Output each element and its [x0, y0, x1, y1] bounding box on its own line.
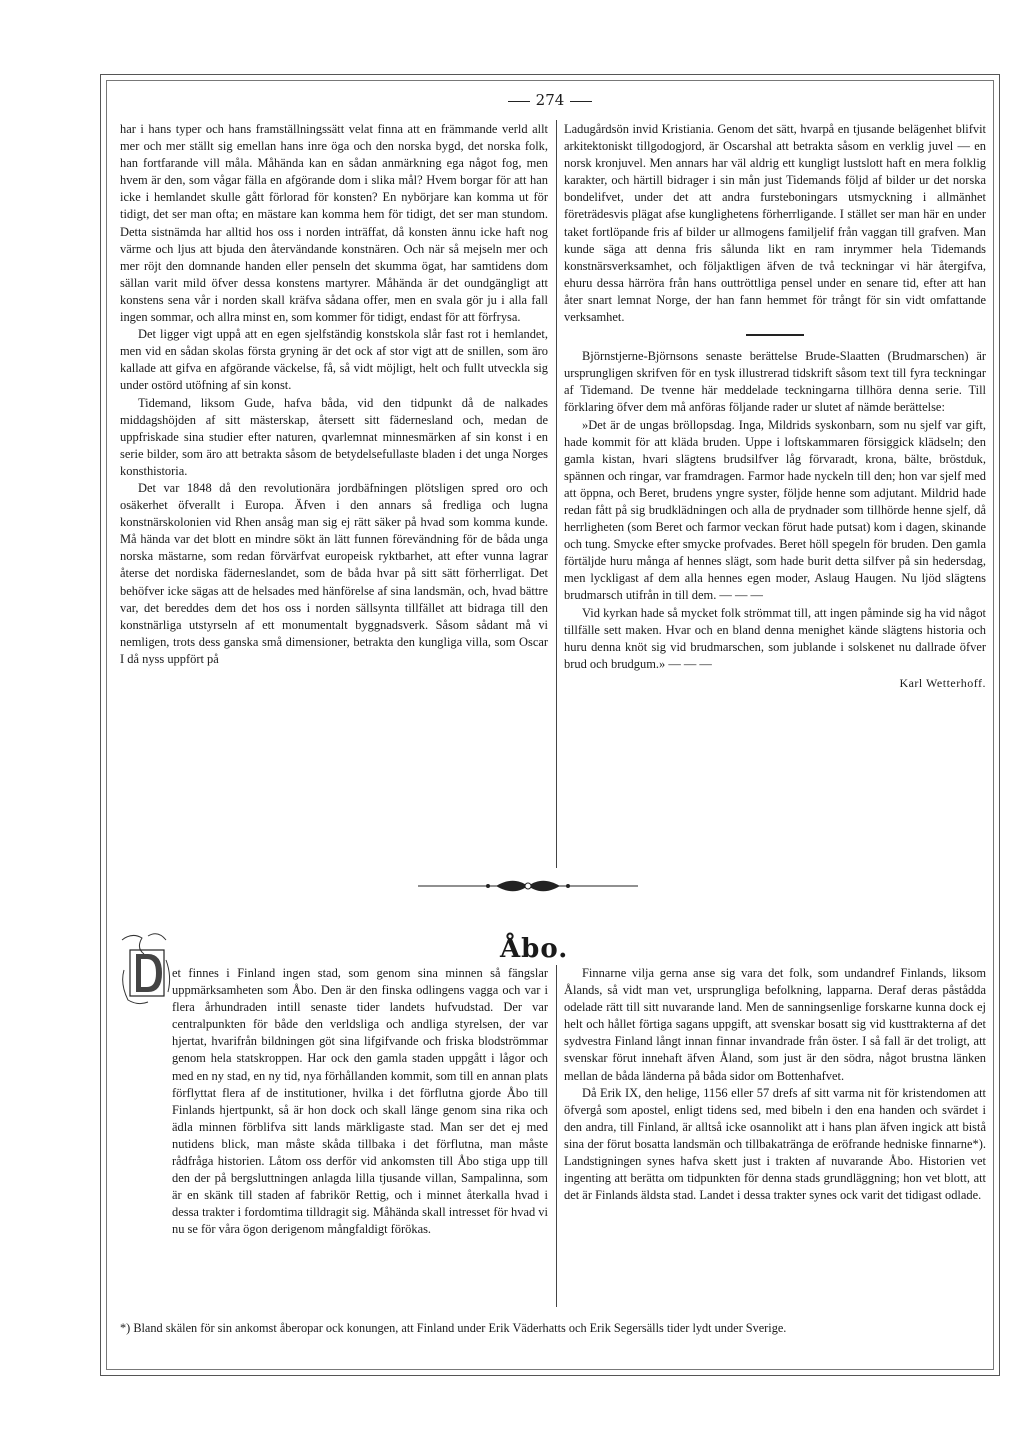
page-number [490, 91, 610, 109]
paragraph: Tidemand, liksom Gude, hafva båda, vid den tidpunkt då de nalkades middagshöjden af sitt mästerskap, återsett sitt fädernesland och, medan de uppfriskade sina studier efter naturen, qvarlemnat minnesmärken af sin konst i en serie bilder, som äro att betrakta såsom de betydelsefullaste bladen i det unga Norges konsthistoria. [120, 395, 548, 478]
quote-paragraph: »Det är de ungas bröllopsdag. Inga, Mildrids syskonbarn, som nu sjelf var gift, hade kommit för att kläda bruden. Uppe i loftskammaren försiggick klädseln; den gamla kistan, hvari slägtens brudsilfver låg förvaradt, krona, bälte, bröstduk, spännen och ringar, var framdragen. Farmor hade nyckeln till den; hon var sjelf med att öppna, och Beret, brudens yngre syster, följde henne som adjutant. Mildrid hade redan fått på sig brudklädningen och alla de prydnader som tillhörde henne sjelf, då herrligheten (som Beret och farmor veckan förut hade putsat) kom i dagen, skinande och tung. Smycke efter smycke profvades. Beret höll spegeln för bruden. Den gamla förtäljde huru många af hennes slägt, som hade burit detta silfver på sin hedersdag, men lyckligast af dem alla hennes egen moder, Aslaug Haugen. Nu ljöd slägtens brudmarsch utifrån in till dem. — — — [564, 417, 986, 603]
paragraph: Ladugårdsön invid Kristiania. Genom det sätt, hvarpå en tjusande belägenhet blifvit arkitektoniskt tillgodogjord, är Oscarshal att betrakta såsom en verklig juvel — en norsk kronjuvel. Men annars har väl aldrig ett kungligt lustslott haft en mera folklig karakter, och härtill bidrager i sin mån just Tidemands följd af bilder ur det norska bondelifvet, under det att andra fursteboningars utsmyckning i allmänhet företrädesvis plägat afse kunglighetens förherrligande. I stället ser man här en under taket fortlöpande fris af bilder ur allmogens familjelif från vaggan till grafven. Man kunde säga att denna fris sålunda likt en ram inrymmer hela Tidemands konstnärsverksamhet, och följaktligen äfven de två teckningar vi här återgifva, ehuru dessa härröra från hans outtröttliga pensel under en senare tid, efter att han åter snart lemnat Norge, der han fann hemmet för trångt för sin vidt omfattande verksamhet. [564, 122, 986, 325]
paragraph: Då Erik IX, den helige, 1156 eller 57 drefs af sitt varma nit för kristendomen att öfvergå som apostel, enligt tidens sed, med bibeln i den ena handen och svärdet i den andra, till Finland, är alltså icke osannolikt att i hans plan äfven ingick att bistå sina der förut bosatta landsmän och tillbakatränga de eröfrande hedniske finnarne*). Landstigningen synes hafva skett just i trakten af nuvarande Åbo. Historien vet ingenting att berätta om tidpunkten för denna stads grundläggning; hon vet blott, att det är Finlands äldsta stad. Landet i dessa trakter synes ock varit det tidigast odlade. [564, 1085, 986, 1203]
footnote: *) Bland skälen för sin ankomst åberopar ock konungen, att Finland under Erik Väderhatts och Erik Segersälls tider lydt under Sverige. [120, 1321, 787, 1335]
quote-paragraph: Vid kyrkan hade så mycket folk strömmat till, att ingen påminde sig ha vid något tillfälle sett maken. Hvar och en bland denna menighet kände slägtens historia och huru denna knöt sig vid brudmarschen, som jublande i solskenet nu dallrade öfver brud och brudgum.» — — — [564, 605, 986, 671]
paragraph: har i hans typer och hans framställningssätt velat finna att en främmande verld allt mer och mer ställt sig emellan hans inre öga och den norska bygd, det norska folk, han fortfarande vill måla. Måhända kan en sådan anmärkning ega något fog, men hvem är den, som vågar fälla en afgörande dom i slika mål? Hvem borgar för att han icke i hemlandet skulle gått förlorad för konsten? En nybörjare kan komma ut för tidigt, det ser man ofta; en mästare kan komma hem för tidigt, det ser man stundom. Detta sistnämda har alltid hos oss i norden inträffat, då konsten ännu icke haft nog värme och ljus att bjuda den återvändande konstnären. Och när så mejseln mer och mer röjt den domnande handen eller penseln det skumma ögat, har samtidens dom sällan varit mild öfver dessa konstens martyrer. Måhända är det oundgängligt att konstens sena vår i norden skall kräfva sådana offer, men en svala gör ju i alla fall ingen sommar, och allra minst en, som kommer för tidigt, endast för att förfrysa. [120, 122, 548, 325]
ornament-divider [418, 878, 638, 894]
paragraph: et finnes i Finland ingen stad, som genom sina minnen så fängslar uppmärksamheten som Åbo. Den är den finska odlingens vagga och var i flera århundraden intill senaste tider landets hufvudstad. Der var centralpunkten för både den verldsliga och andliga styrelsen, der var hjertat, hvarifrån bildningen göt sina lifgifvande och friska blodströmmar genom hela statskroppen. Har ock den gamla staden uppgått i lågor och med en ny stad, en ny tid, nya förhållanden kommit, som till en annan plats förflyttat flera af de institutioner, hvilka i det förflutna gjorde Åbo till Finlands hjertpunkt, så är hon dock och skall länge genom sina rika och ädla minnen förblifva sitt lands märkligaste stad. Man ser det ej med nutidens blick, man måste skåda tillbaka i det förflutna, man måste rådfråga historien. Låtom oss derför vid ankomsten till Åbo stiga upp till den der på bergsluttningen anlagda lilla tjusande villan, Sampalinna, som är en skänk till staden af fabrikör Rettig, och i minnet återkalla hvad i dessa trakter i fordomtima tilldragit sig. Måhända skall intresset för hvad vi nu se för våra ögon derigenom mångfaldigt förökas. [172, 966, 548, 1237]
column-divider-top [556, 120, 557, 868]
column-3 [120, 965, 548, 1310]
paragraph: Björnstjerne-Björnsons senaste berättelse Brude-Slaatten (Brudmarschen) är ursprungligen skrifven för en tysk illustrerad tidskrift såsom text till fyra teckningar af Tidemand. De tvenne här meddelade teckningarna tillhöra denna serie. Till förklaring öfver dem må anföras följande rader ur slutet af nämde berättelse: [564, 349, 986, 415]
page-number-text: 274 [535, 91, 565, 109]
paragraph: Det var 1848 då den revolutionära jordbäfningen plötsligen spred oro och osäkerhet öfverallt i Europa. Äfven i den annars så fredliga och lugna konstnärskolonien vid Rhen ansåg man sig ej rätt säker på hvad som komma kunde. Må hända var det blott en mindre sökt än lätt funnen förevändning för de båda unga norska mästarne, som redan förvärfvat europeisk ryktbarhet, att efter vunna lagrar återse det nordiska fäderneslandet, som de båda hvar på sitt sätt förherrligat. Det behöfver icke sägas att de helsades med hänförelse af sina landsmän, och, hvad bättre var, det bereddes dem det hos oss i norden sällsynta tillfället att bidraga till den konstnärliga utstyrseln af ett monumentalt byggnadsverk. Såsom sådant må vi nemligen, trots dess ganska små dimensioner, betrakta den kungliga villa, som Oscar I då nyss uppfört på [120, 480, 548, 666]
paragraph: Det ligger vigt uppå att en egen sjelfständig konstskola slår fast rot i hemlandet, men vid en sådan skolas första gryning är det ock af stor vigt att de snillen, som äro kallade att gifva en afgörande väckelse, få, så vidt möjligt, helt och fullt utveckla sig under ostörd utöfning af sin konst. [120, 327, 548, 393]
column-4 [564, 965, 986, 1310]
paragraph: Finnarne vilja gerna anse sig vara det folk, som undandref Finlands, liksom Ålands, så vidt man vet, ursprungliga befolkning, lapparna. Deraf deras påstådda odelade rätt till sitt nuvarande land. Men de sanningsenlige forskarne kunna dock ej helt och hållet förtiga sagans uppgift, att svenskar bosatt sig vid kusttrakterna af det sydvestra Finland långt innan finnar invandrade från öster. I så fall är det troligt, att svenskar förut innehaft äfven Åland, som just är den södra, något brustna länken mellan de båda länderna på båda sidor om Bottenhafvet. [564, 966, 986, 1083]
column-2 [564, 121, 986, 876]
author-signature: Karl Wetterhoff. [899, 675, 986, 690]
article-title: Åbo. [500, 934, 569, 964]
section-rule [746, 334, 804, 336]
column-divider-bottom [556, 965, 557, 1307]
column-1 [120, 121, 548, 866]
